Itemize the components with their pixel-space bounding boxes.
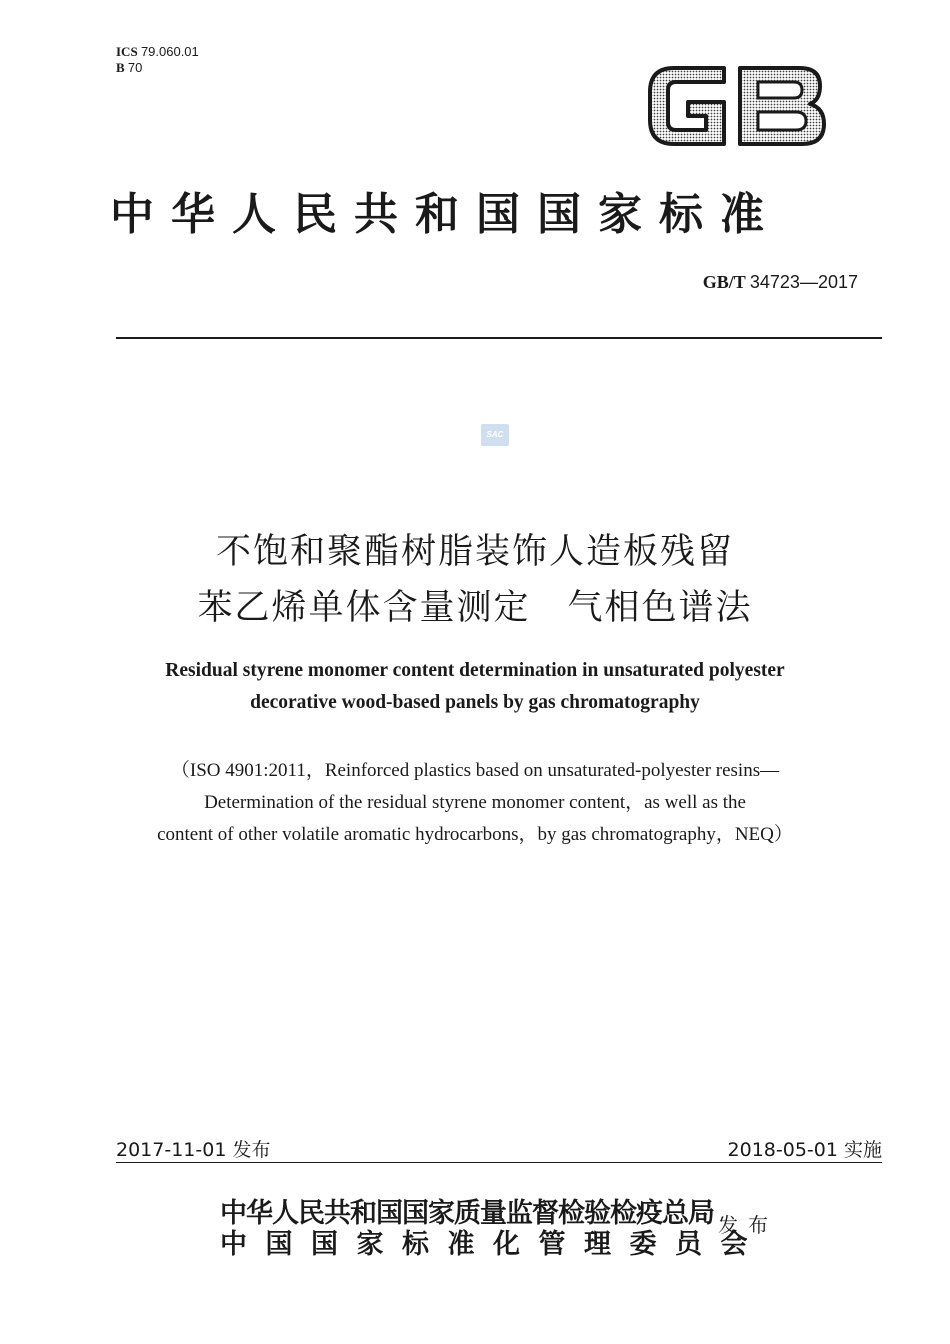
chinese-title-line2: 苯乙烯单体含量测定 气相色谱法	[197, 588, 753, 628]
ics-label: ICS	[116, 44, 138, 59]
gb-logo-icon	[644, 58, 830, 154]
national-standard-title: 中华人民共和国国家标准	[110, 189, 781, 240]
ccs-label: B	[116, 60, 125, 75]
bottom-divider	[116, 1162, 882, 1163]
english-title-line2: decorative wood-based panels by gas chromatography	[250, 692, 700, 713]
publisher-line2: 中国国家标准化管理委员会	[220, 1229, 766, 1260]
issue-date: 2017-11-01 发布	[116, 1139, 271, 1161]
implementation-date: 2018-05-01 实施	[727, 1139, 882, 1161]
gb-logo-text: GB	[644, 58, 646, 59]
ccs-line	[116, 60, 199, 76]
publish-label: 发布	[718, 1213, 778, 1237]
top-divider	[116, 337, 882, 339]
standard-number-value: 34723—2017	[749, 272, 858, 292]
iso-reference-line3: content of other volatile aromatic hydrocarbons，by gas chromatography，NEQ）	[157, 824, 793, 845]
english-title-line1: Residual styrene monomer content determination in unsaturated polyester	[165, 660, 785, 681]
standard-prefix: GB/T	[702, 272, 746, 292]
classification-codes	[116, 44, 199, 76]
ics-code: 79.060.01	[140, 44, 199, 59]
iso-reference-line1: （ISO 4901:2011，Reinforced plastics based on unsaturated-polyester resins—	[170, 760, 780, 781]
standard-number	[703, 272, 858, 293]
sac-watermark-icon: SAC	[481, 424, 509, 446]
ccs-code: 70	[127, 60, 143, 75]
publisher-line1: 中华人民共和国国家质量监督检验检疫总局	[220, 1198, 714, 1229]
iso-reference-line2: Determination of the residual styrene monomer content，as well as the	[204, 792, 746, 813]
ics-line	[116, 44, 199, 60]
chinese-title-line1: 不饱和聚酯树脂装饰人造板残留	[215, 532, 734, 572]
